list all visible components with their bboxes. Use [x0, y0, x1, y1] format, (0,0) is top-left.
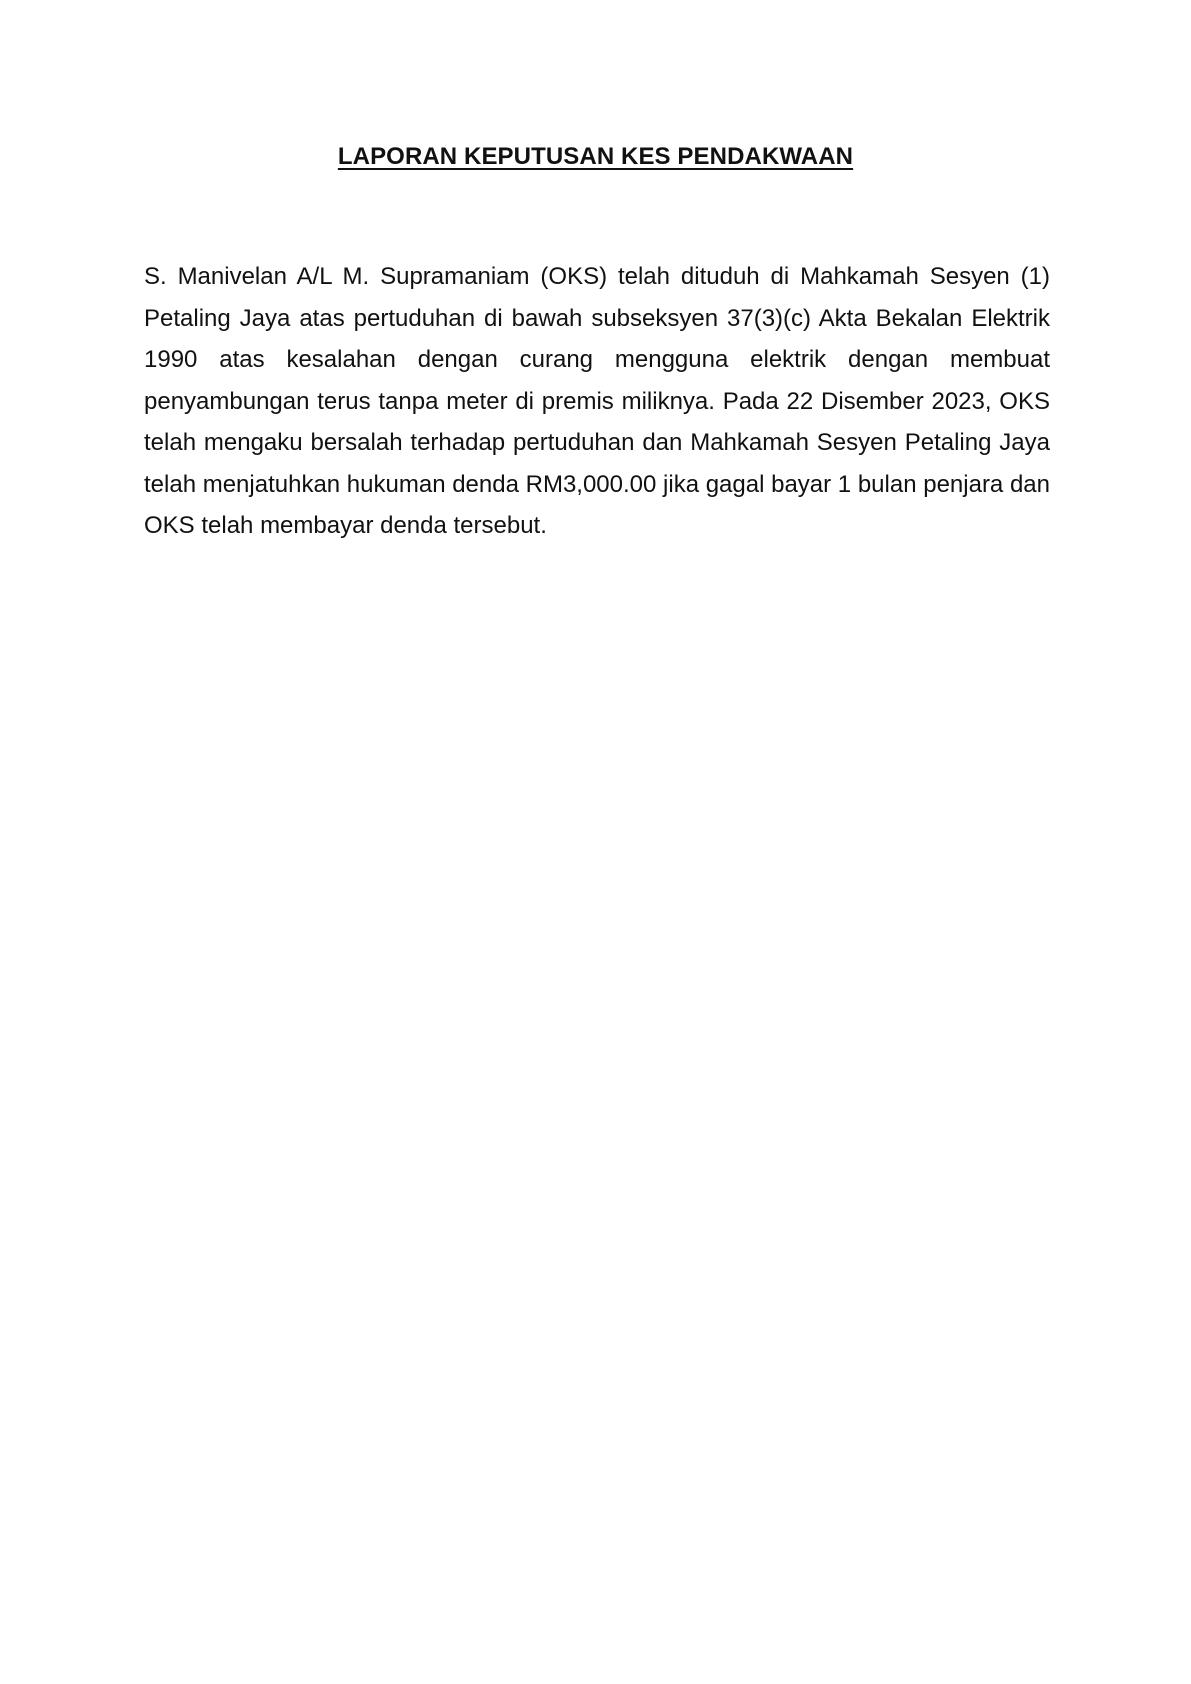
- paragraph-line: telah mengaku bersalah terhadap pertuduhan dan Mahkamah Sesyen Petaling Jaya: [144, 429, 1050, 456]
- paragraph-line: penyambungan terus tanpa meter di premis miliknya. Pada 22 Disember 2023, OKS: [144, 387, 1050, 415]
- case-report-paragraph: [144, 256, 1050, 547]
- paragraph-line: 1990 atas kesalahan dengan curang mengguna elektrik dengan membuat: [144, 346, 1050, 373]
- paragraph-line: telah menjatuhkan hukuman denda RM3,000.00 jika gagal bayar 1 bulan penjara dan: [144, 470, 1050, 498]
- document-title: LAPORAN KEPUTUSAN KES PENDAKWAAN: [337, 143, 854, 170]
- paragraph-line: Petaling Jaya atas pertuduhan di bawah subseksyen 37(3)(c) Akta Bekalan Elektrik: [144, 304, 1050, 332]
- paragraph-line: S. Manivelan A/L M. Supramaniam (OKS) telah dituduh di Mahkamah Sesyen (1): [144, 263, 1050, 290]
- paragraph-line: OKS telah membayar denda tersebut.: [144, 512, 547, 539]
